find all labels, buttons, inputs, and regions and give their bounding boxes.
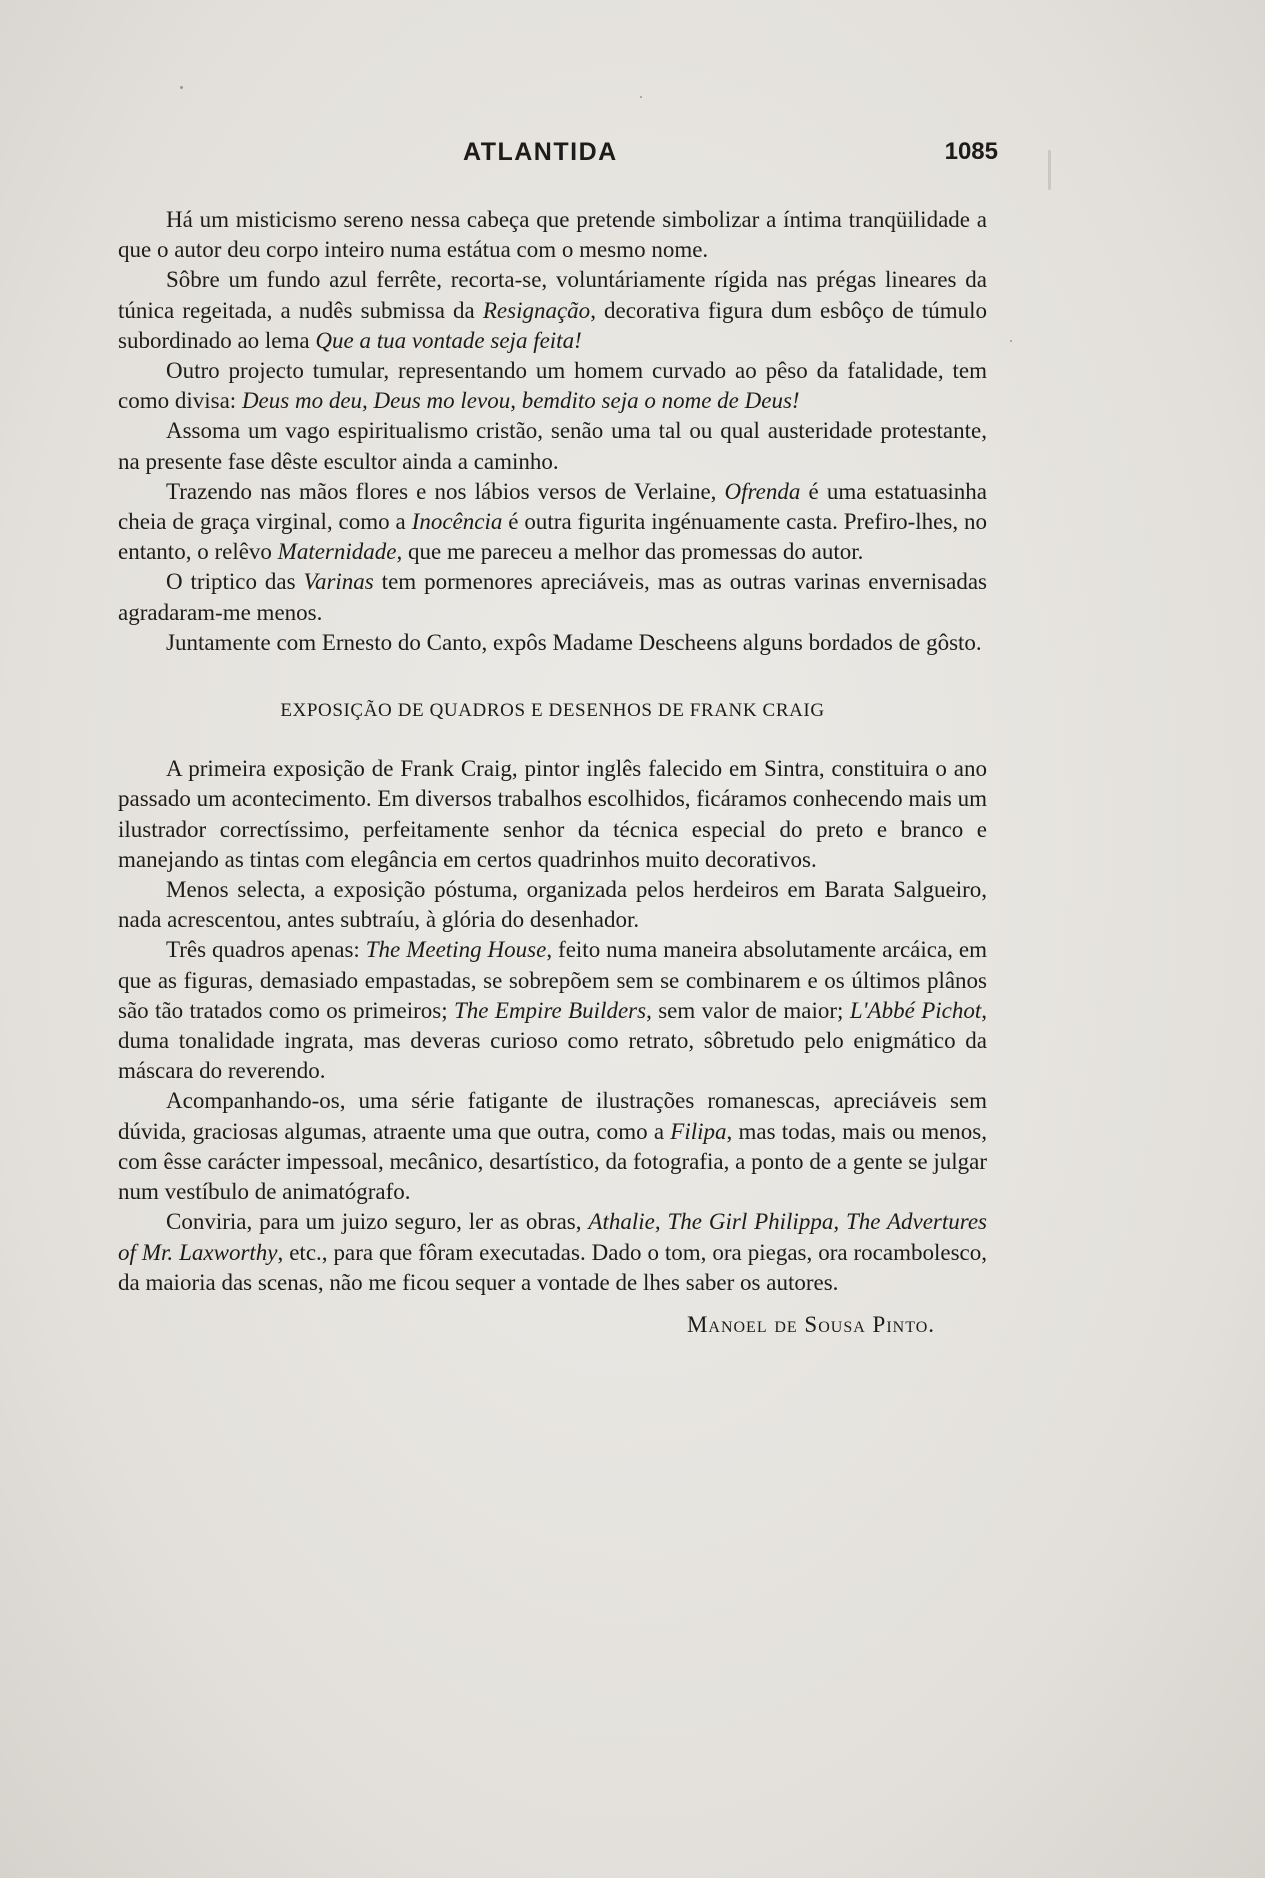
paragraph (118, 1086, 987, 1207)
paragraph-text: , decorativa figura dum esbôço de túmulo subordinado ao lema (118, 297, 987, 353)
paper-speck (1010, 340, 1012, 342)
paragraph-text: é outra figurita ingénuamente casta. Prefiro-lhes, no entanto, o relêvo (118, 509, 987, 565)
article-body (118, 205, 987, 1340)
work-title: L'Abbé Pichot (849, 997, 982, 1023)
work-title: Athalie, The Girl Philippa, The Advertures of Mr. Laxworthy (118, 1209, 988, 1265)
paragraph (118, 754, 987, 875)
paragraph-text: Sôbre um fundo azul ferrête, recorta-se, voluntáriamente rígida nas prégas lineares da túnica regeitada, a nudês submissa da (118, 267, 987, 323)
work-title: Resignação (482, 297, 591, 323)
motto-quote: Que a tua vontade seja feita! (315, 327, 582, 353)
paragraph (118, 628, 987, 658)
paragraph (118, 875, 987, 935)
paragraph (118, 265, 987, 356)
page-number: 1085 (944, 138, 998, 165)
paragraph-text: A primeira exposição de Frank Craig, pintor inglês falecido em Sintra, constituira o ano passado um acontecimento. Em diversos trabalhos escolhidos, ficáramos conhecendo mais um ilustrador correctíssimo, perfeitamente senhor da técnica especial do preto e branco e manejando as tintas com elegância em certos quadrinhos muito decorativos. (118, 756, 987, 872)
paragraph-text: , feito numa maneira absolutamente arcáica, em que as figuras, demasiado empastadas, se sobrepõem sem se combinarem e os últimos plânos são tão tratados como os primeiros; (118, 937, 987, 1023)
work-title: The Meeting House (365, 937, 547, 963)
paragraph-text: , sem valor de maior; (646, 997, 850, 1023)
paragraph-text: , mas todas, mais ou menos, com êsse carácter impessoal, mecânico, desartístico, da fotografia, a ponto de a gente se julgar num vestíbulo de animatógrafo. (118, 1118, 987, 1205)
paragraph (118, 567, 987, 627)
paragraph (118, 477, 987, 568)
work-title: Ofrenda (724, 478, 801, 504)
work-title: Maternidade, (277, 539, 403, 565)
work-title: The Empire Builders (454, 997, 647, 1023)
paper-speck (1048, 150, 1051, 190)
paragraph-text: é uma estatuasinha cheia de graça virginal, como a (118, 478, 987, 535)
author-signature: Manoel de Sousa Pinto. (686, 1311, 935, 1337)
page-header (118, 138, 998, 174)
paper-speck (180, 86, 183, 89)
paragraph-text: Acompanhando-os, uma série fatigante de ilustrações romanescas, apreciáveis sem dúvida, graciosas algumas, atraente uma que outra, como a (118, 1088, 987, 1144)
paragraph-text: , duma tonalidade ingrata, mas deveras curioso como retrato, sôbretudo pelo enigmático da máscara do reverendo. (118, 997, 987, 1084)
motto-quote: Deus mo deu, Deus mo levou, bemdito seja o nome de Deus! (241, 388, 800, 414)
paragraph-text: Menos selecta, a exposição póstuma, organizada pelos herdeiros em Barata Salgueiro, nada acrescentou, antes subtraíu, à glória do desenhador. (118, 877, 987, 933)
paragraph-text: Outro projecto tumular, representando um homem curvado ao pêso da fatalidade, tem como divisa: (118, 358, 987, 414)
work-title: Varinas (303, 569, 374, 595)
paragraph (118, 356, 987, 416)
paragraph (118, 1207, 987, 1298)
paragraph-text: O triptico das (166, 569, 304, 595)
paragraph-text: Trazendo nas mãos flores e nos lábios versos de Verlaine, (166, 478, 725, 504)
paragraph (118, 416, 987, 476)
paper-speck (640, 96, 642, 98)
paragraph-text: , etc., para que fôram executadas. Dado o tom, ora piegas, ora rocambolesco, da maioria das scenas, não me ficou sequer a vontade de lhes saber os autores. (118, 1239, 987, 1295)
paragraph-text: que me pareceu a melhor das promessas do autor. (402, 539, 864, 565)
paragraph-text: Juntamente com Ernesto do Canto, expôs Madame Descheens alguns bordados de gôsto. (166, 629, 982, 655)
paragraph-text: tem pormenores apreciáveis, mas as outras varinas envernisadas agradaram-me menos. (118, 569, 987, 625)
work-title: Inocência (411, 509, 503, 535)
paragraph (118, 205, 987, 265)
work-title: Filipa (670, 1118, 727, 1144)
section-heading: EXPOSIÇÃO DE QUADROS E DESENHOS DE FRANK CRAIG (280, 700, 825, 722)
paragraph-text: Há um misticismo sereno nessa cabeça que pretende simbolizar a íntima tranqüilidade a que o autor deu corpo inteiro numa estátua com o mesmo nome. (118, 207, 987, 263)
paragraph-text: Assoma um vago espiritualismo cristão, senão uma tal ou qual austeridade protestante, na presente fase dêste escultor ainda a caminho. (118, 418, 987, 474)
running-title: ATLANTIDA (463, 138, 618, 166)
paragraph (118, 935, 987, 1086)
paragraph-text: Conviria, para um juizo seguro, ler as obras, (166, 1209, 589, 1235)
paragraph-text: Três quadros apenas: (166, 937, 366, 963)
